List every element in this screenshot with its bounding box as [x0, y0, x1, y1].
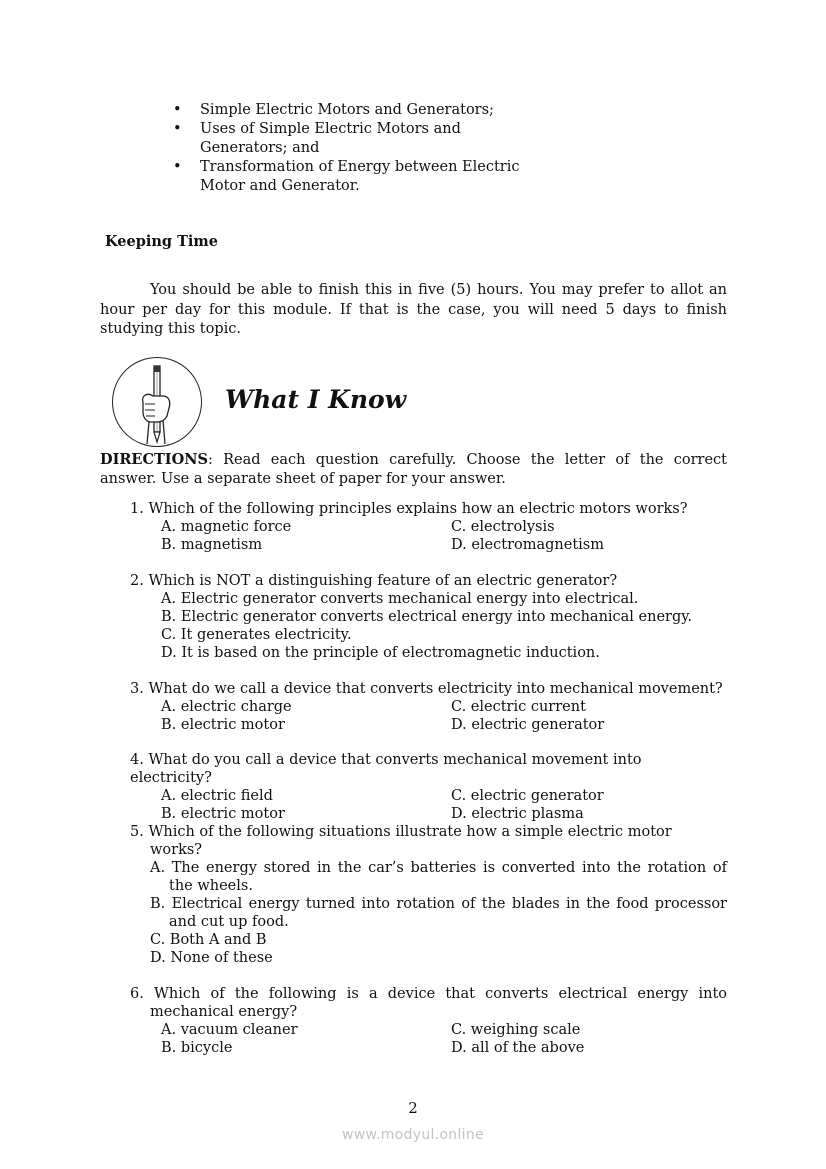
option-a: A. vacuum cleaner — [161, 1022, 298, 1038]
option-d: D. None of these — [150, 950, 273, 966]
hand-holding-pencil-icon — [112, 357, 202, 447]
option-a: A. magnetic force — [161, 519, 292, 535]
objective-item: • Transformation of Energy between Electric Motor and Generator. — [170, 158, 530, 196]
option-d: D. It is based on the principle of electromagnetic induction. — [161, 645, 600, 661]
answer-options — [161, 1021, 727, 1057]
question-3 — [130, 680, 727, 734]
question-4 — [130, 751, 727, 823]
objective-item: • Simple Electric Motors and Generators; — [170, 101, 530, 120]
directions-label: DIRECTIONS — [100, 451, 208, 468]
answer-options — [161, 518, 727, 554]
option-b: B. Electric generator converts electrical energy into mechanical energy. — [161, 609, 693, 625]
question-stem: 3. What do we call a device that converts electricity into mechanical movement? — [130, 681, 723, 697]
option-d: D. electric generator — [451, 717, 605, 733]
option-a: A. electric charge — [161, 699, 292, 715]
answer-options — [161, 698, 727, 734]
section-title: What I Know — [225, 385, 407, 414]
option-b: B. electric motor — [161, 717, 285, 733]
option-d: D. all of the above — [451, 1040, 585, 1056]
option-b: B. electric motor — [161, 806, 285, 822]
question-1 — [130, 500, 727, 554]
option-b: B. bicycle — [161, 1040, 233, 1056]
objectives-list — [170, 101, 530, 196]
answer-options — [161, 590, 727, 662]
directions-text: : Read each question carefully. Choose the letter of the correct answer. Use a separate sheet of paper for your answer. — [100, 452, 727, 487]
answer-options — [150, 859, 727, 967]
answer-options — [161, 787, 727, 823]
objective-item: • Uses of Simple Electric Motors and Generators; and — [170, 120, 530, 158]
keeping-time-paragraph: You should be able to finish this in five (5) hours. You may prefer to allot an hour per day for this module. If that is the case, you will need 5 days to finish studying this topic. — [100, 282, 727, 337]
question-stem: 5. Which of the following situations illustrate how a simple electric motor works? — [130, 824, 672, 858]
option-c: C. electric current — [451, 699, 586, 715]
question-6 — [130, 985, 727, 1057]
option-a: A. Electric generator converts mechanical energy into electrical. — [161, 591, 639, 607]
question-stem: 6. Which of the following is a device that converts electrical energy into mechanical energy? — [130, 986, 728, 1020]
option-c: C. Both A and B — [150, 932, 267, 948]
option-c: C. weighing scale — [451, 1022, 581, 1038]
option-d: D. electric plasma — [451, 806, 584, 822]
watermark: www.modyul.online — [342, 1127, 484, 1143]
option-a: A. The energy stored in the car’s batteries is converted into the rotation of the wheels. — [150, 860, 727, 894]
question-5 — [130, 823, 727, 967]
option-b: B. Electrical energy turned into rotation of the blades in the food processor and cut up food. — [150, 896, 727, 930]
question-2 — [130, 572, 727, 662]
question-stem: 1. Which of the following principles explains how an electric motors works? — [130, 501, 688, 517]
question-stem: 2. Which is NOT a distinguishing feature of an electric generator? — [130, 573, 618, 589]
option-b: B. magnetism — [161, 537, 263, 553]
option-c: C. It generates electricity. — [161, 627, 352, 643]
option-c: C. electric generator — [451, 788, 604, 804]
keeping-time-heading: Keeping Time — [105, 233, 218, 250]
page-number: 2 — [408, 1099, 418, 1117]
option-a: A. electric field — [161, 788, 273, 804]
option-c: C. electrolysis — [451, 519, 555, 535]
option-d: D. electromagnetism — [451, 537, 604, 553]
question-stem: 4. What do you call a device that converts mechanical movement into electricity? — [130, 752, 642, 786]
directions — [100, 450, 727, 489]
